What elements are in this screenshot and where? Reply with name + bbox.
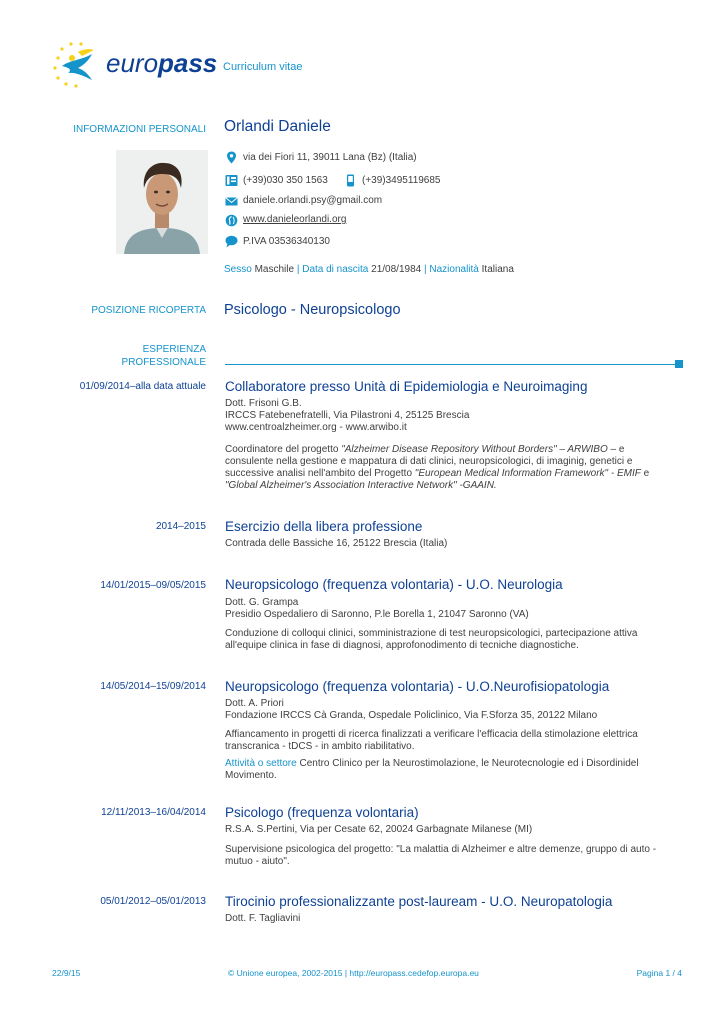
section-divider-square [675,360,683,368]
position-value: Psicologo - Neuropsicologo [224,302,401,318]
profile-photo [116,150,208,254]
birth-date-value: 21/08/1984 [371,264,422,275]
experience-label [122,343,206,369]
employer-line: Dott. F. Tagliavini [225,913,301,924]
experience-date: 12/11/2013–16/04/2014 [101,807,206,818]
experience-employer [225,597,665,621]
section-divider-line [225,364,675,365]
personal-details-line [224,264,514,275]
experience-employer [225,698,665,722]
desc-part: – e consulente nella gestione e mappatura di dati clinici, neuropsicologici, di imaginig, genetici e successive analisi nell'ambito del Progetto [225,444,633,479]
logo-text-euro: euro [106,48,159,78]
mobile-phone-icon [344,174,357,187]
employer-line: Contrada delle Bassiche 16, 25122 Brescia (Italia) [225,538,448,549]
experience-sector [225,758,665,782]
separator: | [296,264,300,275]
experience-title: Neuropsicologo (frequenza volontaria) - U.O. Neurologia [225,577,563,592]
position-label: POSIZIONE RICOPERTA [91,305,206,316]
experience-title: Esercizio della libera professione [225,519,423,534]
desc-italic: "Alzheimer Disease Repository Without Borders" – ARWIBO [341,444,608,455]
europass-logo [48,40,218,90]
experience-date: 01/09/2014–alla data attuale [79,381,206,392]
personal-info-label: INFORMAZIONI PERSONALI [73,124,206,135]
experience-description: Affiancamento in progetti di ricerca finalizzati a verificare l'efficacia della stimolazione elettrica transcranica - tDCS - in ambito riabilitativo. [225,729,638,752]
desc-italic: "European Medical Information Framework" - EMIF [414,468,641,479]
employer-line: Dott. G. Grampa [225,597,299,608]
experience-description: Conduzione di colloqui clinici, somministrazione di test neuropsicologici, partecipazione attiva all'equipe clinica in fase di diagnosi, approfonodimento di tecniche diagnostiche. [225,628,638,651]
experience-title: Collaboratore presso Unità di Epidemiologia e Neuroimaging [225,379,588,394]
employer-line: R.S.A. S.Pertini, Via per Cesate 62, 20024 Garbagnate Milanese (MI) [225,824,533,835]
employer-line: www.centroalzheimer.org - www.arwibo.it [225,422,407,433]
mobile-text: (+39)3495119685 [362,175,441,186]
phone-text: (+39)030 350 1563 [243,175,328,186]
experience-title: Tirocinio professionalizzante post-lauream - U.O. Neuropatologia [225,894,613,909]
experience-employer [225,398,665,434]
nationality-value: Italiana [481,264,514,275]
separator: | [424,264,427,275]
website-link[interactable]: www.danieleorlandi.org [243,214,347,225]
desc-part: Coordinatore del progetto [225,444,342,455]
experience-date: 05/01/2012–05/01/2013 [100,896,206,907]
experience-date: 14/01/2015–09/05/2015 [100,580,206,591]
experience-description: Supervisione psicologica del progetto: "La malattia di Alzheimer e altre demenze, gruppo di auto - mutuo - aiuto". [225,844,657,867]
europass-figure-icon [48,40,110,90]
experience-title: Neuropsicologo (frequenza volontaria) - U.O.Neurofisiopatologia [225,679,610,694]
address-text: via dei Fiori 11, 39011 Lana (Bz) (Italia) [243,152,417,163]
telephone-icon [225,174,238,187]
experience-title: Psicologo (frequenza volontaria) [225,805,419,820]
birth-date-label: Data di nascita [302,264,369,275]
email-text[interactable]: daniele.orlandi.psy@gmail.com [243,195,383,206]
experience-description [225,444,665,492]
experience-label-line2: PROFESSIONALE [121,357,206,368]
chat-bubble-icon [225,235,238,248]
sex-value: Maschile [254,264,295,275]
footer-copyright: © Unione europea, 2002-2015 | http://europass.cedefop.europa.eu [228,968,479,978]
logo-text-pass: pass [158,48,218,78]
document-title: Curriculum vitae [223,61,303,73]
sex-label: Sesso [224,264,252,275]
experience-date: 2014–2015 [155,521,206,532]
experience-label-line1: ESPERIENZA [142,344,206,355]
person-name: Orlandi Daniele [224,118,331,135]
email-icon [225,195,238,208]
desc-italic: "Global Alzheimer's Association Interactive Network" -GAAIN. [225,480,497,491]
experience-date: 14/05/2014–15/09/2014 [100,681,206,692]
vat-text: P.IVA 03536340130 [243,236,330,247]
desc-part: e [640,468,650,479]
footer-date: 22/9/15 [52,968,81,978]
employer-line: Presidio Ospedaliero di Saronno, P.le Borella 1, 21047 Saronno (VA) [225,609,529,620]
employer-line: IRCCS Fatebenefratelli, Via Pilastroni 4, 25125 Brescia [225,410,470,421]
location-pin-icon [225,151,238,164]
footer-page-number: Pagina 1 / 4 [636,968,682,978]
website-globe-icon [225,214,238,227]
employer-line: Dott. Frisoni G.B. [225,398,302,409]
nationality-label: Nazionalità [429,264,479,275]
employer-line: Dott. A. Priori [225,698,284,709]
sector-label: Attività o settore [225,758,297,769]
sector-value: Centro Clinico per la Neurostimolazione, le Neurotecnologie ed i Disordinidel Movimento. [225,758,639,781]
employer-line: Fondazione IRCCS Cà Granda, Ospedale Policlinico, Via F.Sforza 35, 20122 Milano [225,710,598,721]
